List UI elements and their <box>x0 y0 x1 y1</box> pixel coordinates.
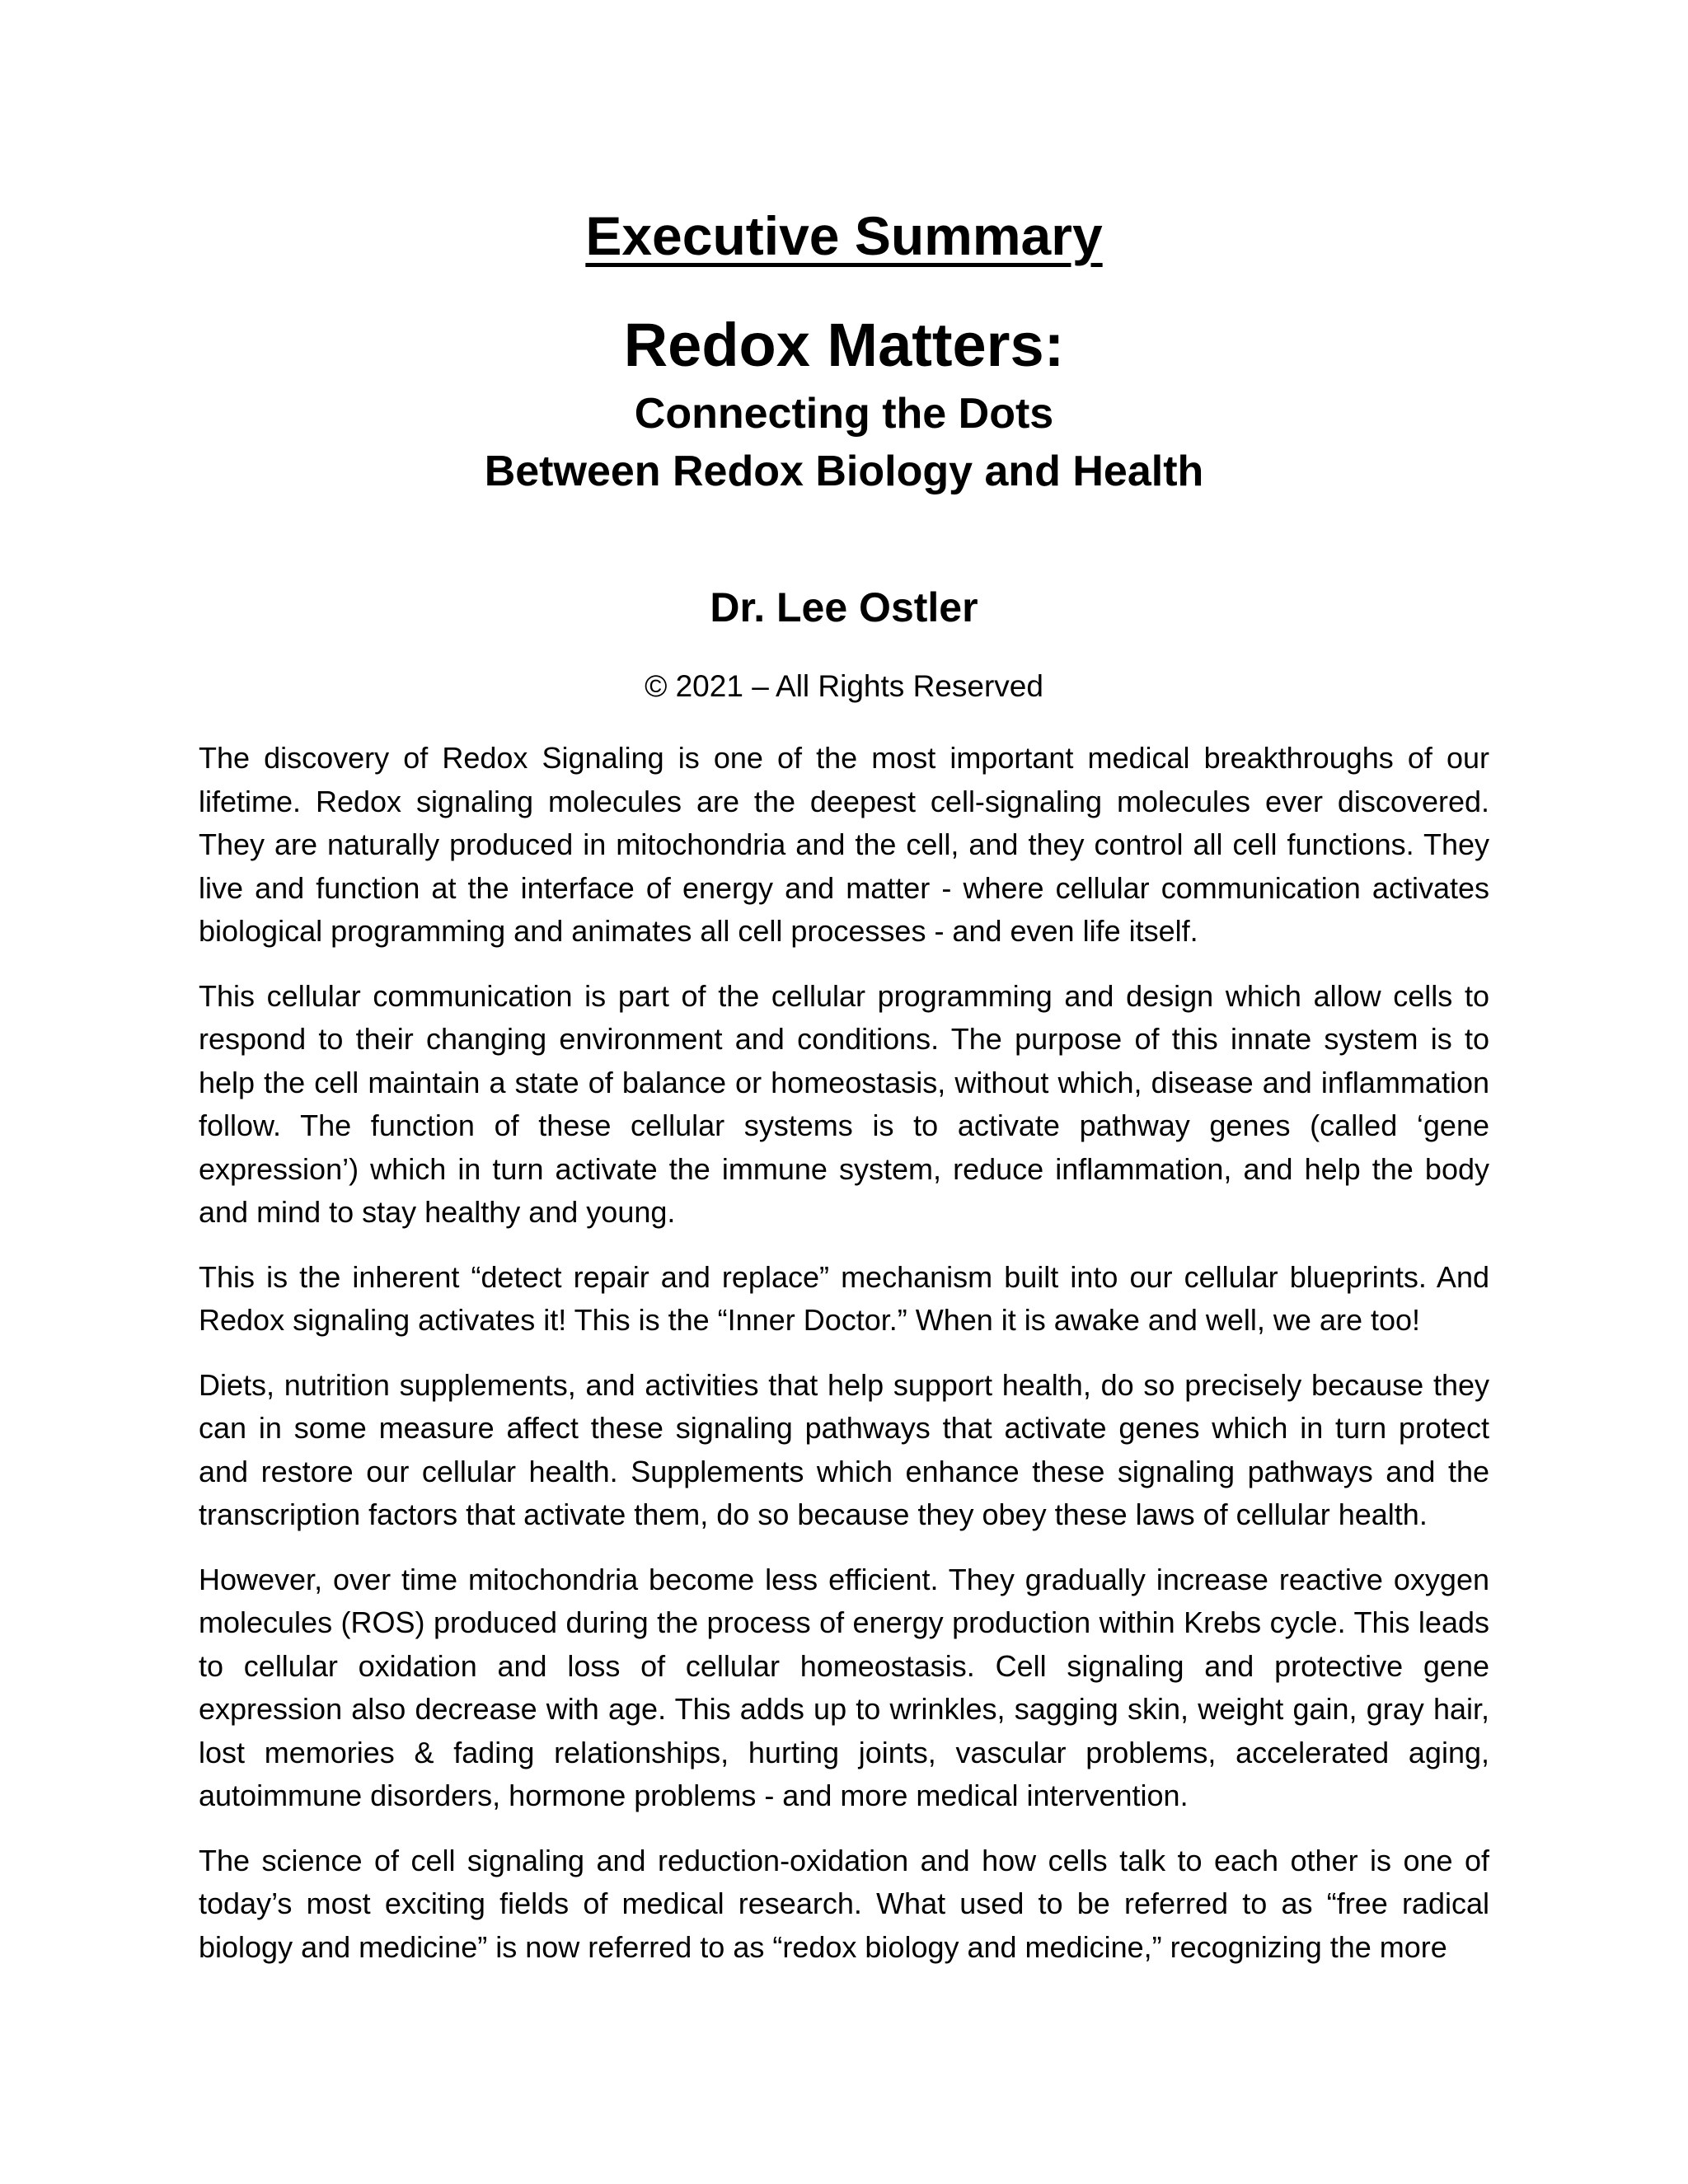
body-text <box>199 737 1489 1990</box>
paragraph: This cellular communication is part of the cellular programming and design which allow cells to respond to their changing environment and conditions. The purpose of this innate system is to help the cell maintain a state of balance or homeostasis, without which, disease and inflammation follow. The function of these cellular systems is to activate pathway genes (called ‘gene expression’) which in turn activate the immune system, reduce inflammation, and help the body and mind to stay healthy and young. <box>199 978 1489 1229</box>
subtitle-line-1: Connecting the Dots <box>634 390 1054 438</box>
paragraph: However, over time mitochondria become less efficient. They gradually increase reactive oxygen molecules (ROS) produced during the process of energy production within Krebs cycle. This leads to cellular oxidation and loss of cellular homeostasis. Cell signaling and protective gene expression also decrease with age. This adds up to wrinkles, sagging skin, weight gain, gray hair, lost memories & fading relationships, hurting joints, vascular problems, accelerated aging, autoimmune disorders, hormone problems - and more medical intervention. <box>199 1562 1489 1812</box>
section-heading: Executive Summary <box>585 205 1103 266</box>
copyright-notice: © 2021 – All Rights Reserved <box>645 669 1043 703</box>
paragraph: The discovery of Redox Signaling is one of the most important medical breakthroughs of our lifetime. Redox signaling molecules are the deepest cell-signaling molecules ever discovered. They are naturally produced in mitochondria and the cell, and they control all cell functions. They live and function at the interface of energy and matter - where cellular communication activates biological programming and animates all cell processes - and even life itself. <box>199 741 1489 948</box>
paragraph: Diets, nutrition supplements, and activities that help support health, do so precisely because they can in some measure affect these signaling pathways that activate genes which in turn protect and restore our cellular health. Supplements which enhance these signaling pathways and the transcription factors that activate them, do so because they obey these laws of cellular health. <box>199 1367 1489 1531</box>
document-title: Redox Matters: <box>623 311 1065 379</box>
subtitle-line-2: Between Redox Biology and Health <box>484 448 1204 495</box>
author-name: Dr. Lee Ostler <box>710 584 978 630</box>
paragraph: This is the inherent “detect repair and replace” mechanism built into our cellular blueprints. And Redox signaling activates it! This is the “Inner Doctor.” When it is awake and well, we are too! <box>199 1259 1489 1337</box>
paragraph: The science of cell signaling and reduction-oxidation and how cells talk to each other is one of today’s most exciting fields of medical research. What used to be referred to as “free radical biology and medicine” is now referred to as “redox biology and medicine,” recognizing the more <box>199 1843 1489 1964</box>
